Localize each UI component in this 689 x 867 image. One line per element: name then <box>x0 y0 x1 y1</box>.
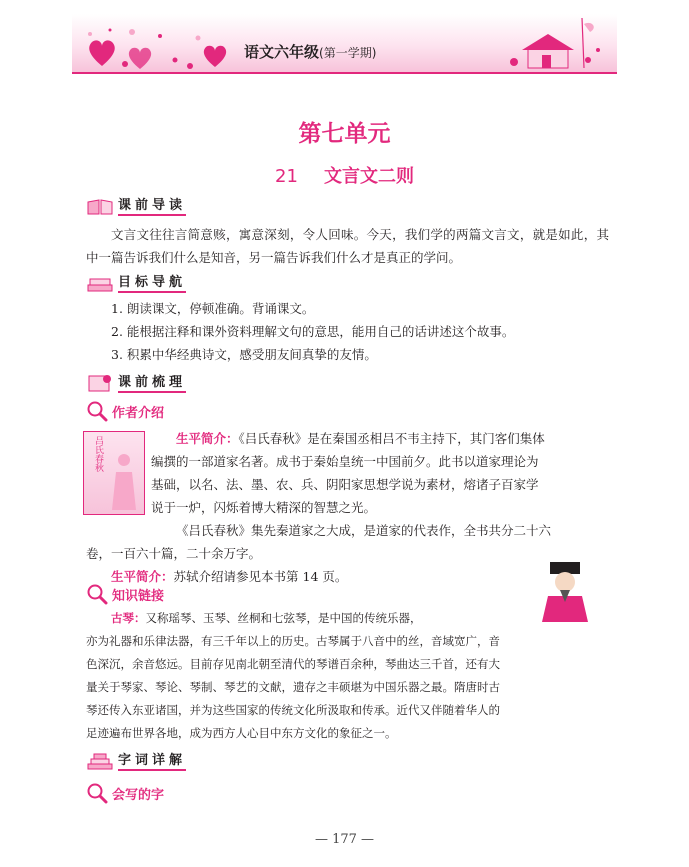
section-review: 课前梳理 <box>86 369 186 393</box>
pre-intro-text: 文言文往往言简意赅，寓意深刻，令人回味。今天，我们学的两篇文言文，就是如此，其中一篇告诉我们什么是知音，另一篇告诉我们什么才是真正的学问。 <box>86 227 609 265</box>
section-vocab: 字词详解 <box>86 747 186 771</box>
knowledge-line: 琴还传入东亚诸国，并为这些国家的传统文化所汲取和传承。近代又伴随着华人的 <box>86 703 500 717</box>
section-goals: 目标导航 <box>86 269 186 293</box>
knowledge-line: 古琴：又称瑶琴、玉琴、丝桐和七弦琴，是中国的传统乐器， <box>111 611 422 625</box>
scholar-figure <box>106 450 142 512</box>
portrait-illustration <box>534 560 596 622</box>
open-book-icon <box>86 196 114 216</box>
knowledge-line: 足迹遍布世界各地，成为西方人心目中东方文化的象征之一。 <box>86 726 397 740</box>
author-bio-line: 说于一炉，闪烁着博大精深的智慧之光。 <box>151 500 377 515</box>
knowledge-line: 亦为礼器和乐律法器，有三千年以上的历史。古琴属于八音中的丝，音域宽广，音 <box>86 634 500 648</box>
subsection-write-chars: 会写的字 <box>86 782 164 804</box>
page-number: — 177 — <box>314 832 375 847</box>
decorative-hearts-left <box>80 14 230 72</box>
author-bio2-line: 生平简介：苏轼介绍请参见本书第 14 页。 <box>111 569 348 584</box>
magnifier-icon <box>86 782 108 804</box>
lesson-name: 文言文二则 <box>323 166 414 187</box>
magnifier-icon <box>86 400 108 422</box>
author-para-line: 《吕氏春秋》集先秦道家之大成，是道家的代表作，全书共分二十六 <box>176 523 552 538</box>
decorative-house-icon <box>500 10 610 72</box>
section-pre-intro: 课前导读 <box>86 192 186 216</box>
lesson-number: 21 <box>275 166 298 187</box>
knowledge-line: 量关于琴家、琴论、琴制、琴艺的文献，遗存之丰硕堪为中国乐器之最。隋唐时古 <box>86 680 500 694</box>
notebook-icon <box>86 373 114 393</box>
book-cover-image <box>83 431 145 515</box>
stacked-books-icon <box>86 273 114 293</box>
books-icon <box>86 751 114 771</box>
unit-title: 第七单元 <box>298 121 391 147</box>
author-bio-line: 基础，以名、法、墨、农、兵、阴阳家思想学说为素材，熔诸子百家学 <box>151 477 539 492</box>
author-bio-line: 生平简介：《吕氏春秋》是在秦国丞相吕不韦主持下，其门客们集体 <box>176 431 545 446</box>
magnifier-icon <box>86 583 108 605</box>
author-para-line: 卷，一百六十篇，二十余万字。 <box>86 546 262 561</box>
goal-item: 2. 能根据注释和课外资料理解文句的意思，能用自己的话讲述这个故事。 <box>111 324 515 339</box>
knowledge-line: 色深沉，余音悠远。目前存见南北朝至清代的琴谱百余种，琴曲达三千首，还有大 <box>86 657 500 671</box>
goal-item: 1. 朗读课文，停顿准确。背诵课文。 <box>111 301 315 316</box>
goal-item: 3. 积累中华经典诗文，感受朋友间真挚的友情。 <box>111 347 377 362</box>
subsection-author: 作者介绍 <box>86 400 164 422</box>
author-bio-line: 编撰的一部道家名著。成书于秦始皇统一中国前夕。此书以道家理论为 <box>151 454 539 469</box>
lesson-title <box>0 162 689 188</box>
subsection-knowledge: 知识链接 <box>86 583 164 605</box>
book-cover-title: 吕氏春秋 <box>93 436 103 472</box>
header-book-title: 语文六年级(第一学期) <box>244 43 377 61</box>
